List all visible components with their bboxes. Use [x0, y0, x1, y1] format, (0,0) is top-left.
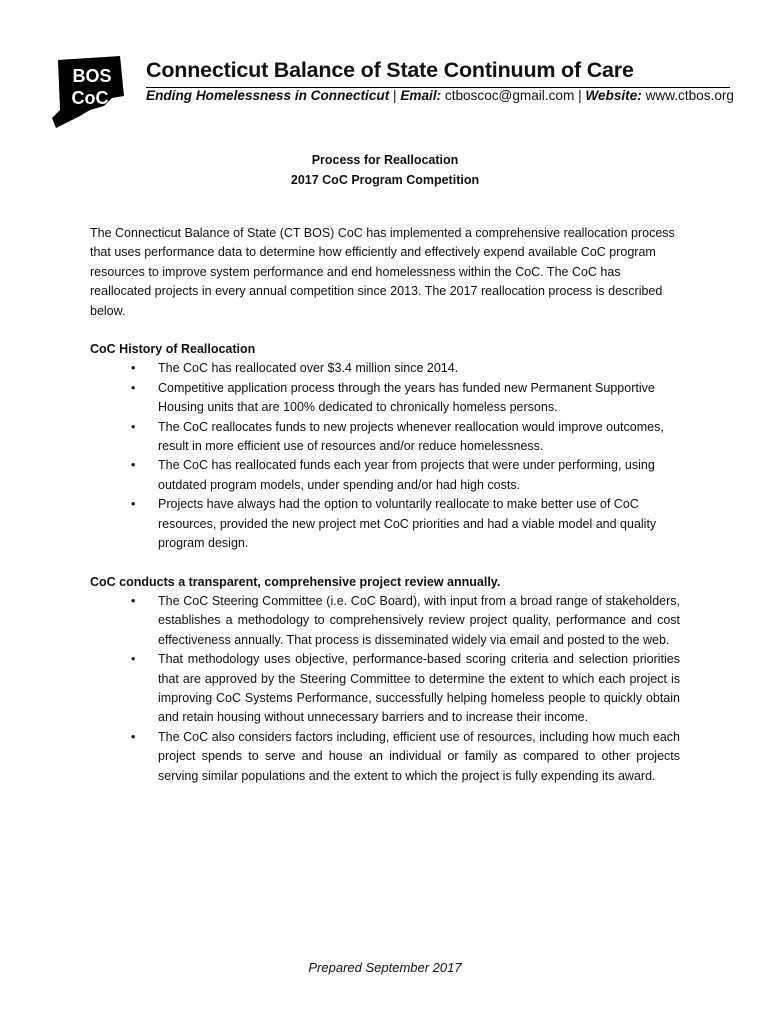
bullet: •	[131, 419, 136, 434]
list-item: • Competitive application process through the years has funded new Permanent Supportive Housing units that are 100% dedicated to chronically homeless persons.	[131, 380, 655, 415]
history-list	[90, 359, 680, 553]
logo-text-top: BOS	[72, 66, 112, 86]
list-item: • That methodology uses objective, performance-based scoring criteria and selection priorities that are approved by the Steering Committee to determine the extent to which each project is improving CoC Systems Performance, successfully helping homeless people to quickly obtain and retain housing without unnecessary barriers and to increase their income.	[131, 652, 680, 725]
intro-paragraph: The Connecticut Balance of State (CT BOS) CoC has implemented a comprehensive reallocation process that uses performance data to determine how efficiently and effectively expend available CoC program resources to improve system performance and end homelessness within the CoC. The CoC has reallocated projects in every annual competition since 2013. The 2017 reallocation process is described below.	[90, 226, 675, 318]
document-titles	[0, 150, 770, 190]
connecticut-map-logo	[50, 52, 128, 130]
section-heading-history: CoC History of Reallocation	[90, 342, 256, 357]
list-item: • Projects have always had the option to voluntarily reallocate to make better use of CoC resources, provided the new project met CoC priorities and had a viable model and quality program design.	[131, 497, 657, 551]
separator: |	[389, 88, 401, 103]
bullet: •	[131, 593, 136, 608]
list-item: • The CoC has reallocated over $3.4 million since 2014.	[90, 359, 680, 378]
separator: |	[574, 88, 586, 103]
bullet: •	[131, 497, 136, 512]
section-heading-review: CoC conducts a transparent, comprehensive project review annually.	[90, 574, 501, 589]
website-label: Website:	[585, 88, 642, 103]
bullet: •	[131, 361, 136, 376]
document-title: Process for Reallocation	[311, 153, 459, 167]
bullet: •	[131, 729, 136, 744]
list-item: • The CoC reallocates funds to new projects whenever reallocation would improve outcomes, result in more efficient use of resources and/or reduce homelessness.	[131, 419, 664, 454]
website-link[interactable]: www.ctbos.org	[641, 88, 734, 103]
bullet: •	[131, 652, 136, 667]
tagline: Ending Homelessness in Connecticut	[146, 88, 390, 103]
email-label: Email:	[400, 88, 442, 103]
document-subtitle: 2017 CoC Program Competition	[290, 173, 480, 187]
bullet: •	[131, 458, 136, 473]
email-link[interactable]: ctboscoc@gmail.com	[441, 88, 575, 103]
review-list	[90, 592, 680, 786]
organization-name: Connecticut Balance of State Continuum of Care	[146, 58, 634, 82]
list-item: • The CoC Steering Committee (i.e. CoC Board), with input from a broad range of stakeholders, establishes a methodology to comprehensively review project quality, performance and cost effectiveness annually. That process is disseminated widely via email and posted to the web.	[131, 593, 680, 647]
list-item: • The CoC has reallocated funds each year from projects that were under performing, using outdated program models, under spending and/or had high costs.	[131, 458, 655, 492]
document-body	[90, 224, 680, 786]
list-item: • The CoC also considers factors including, efficient use of resources, including how much each project spends to serve and house an individual or family as compared to other projects serving similar populations and the extent to which the project is fully expending its award.	[131, 729, 680, 783]
contact-line	[146, 88, 734, 103]
logo-text-bottom: CoC	[71, 88, 109, 108]
letterhead	[50, 52, 734, 132]
bullet: •	[131, 380, 136, 395]
footer-prepared-date: Prepared September 2017	[308, 960, 462, 975]
